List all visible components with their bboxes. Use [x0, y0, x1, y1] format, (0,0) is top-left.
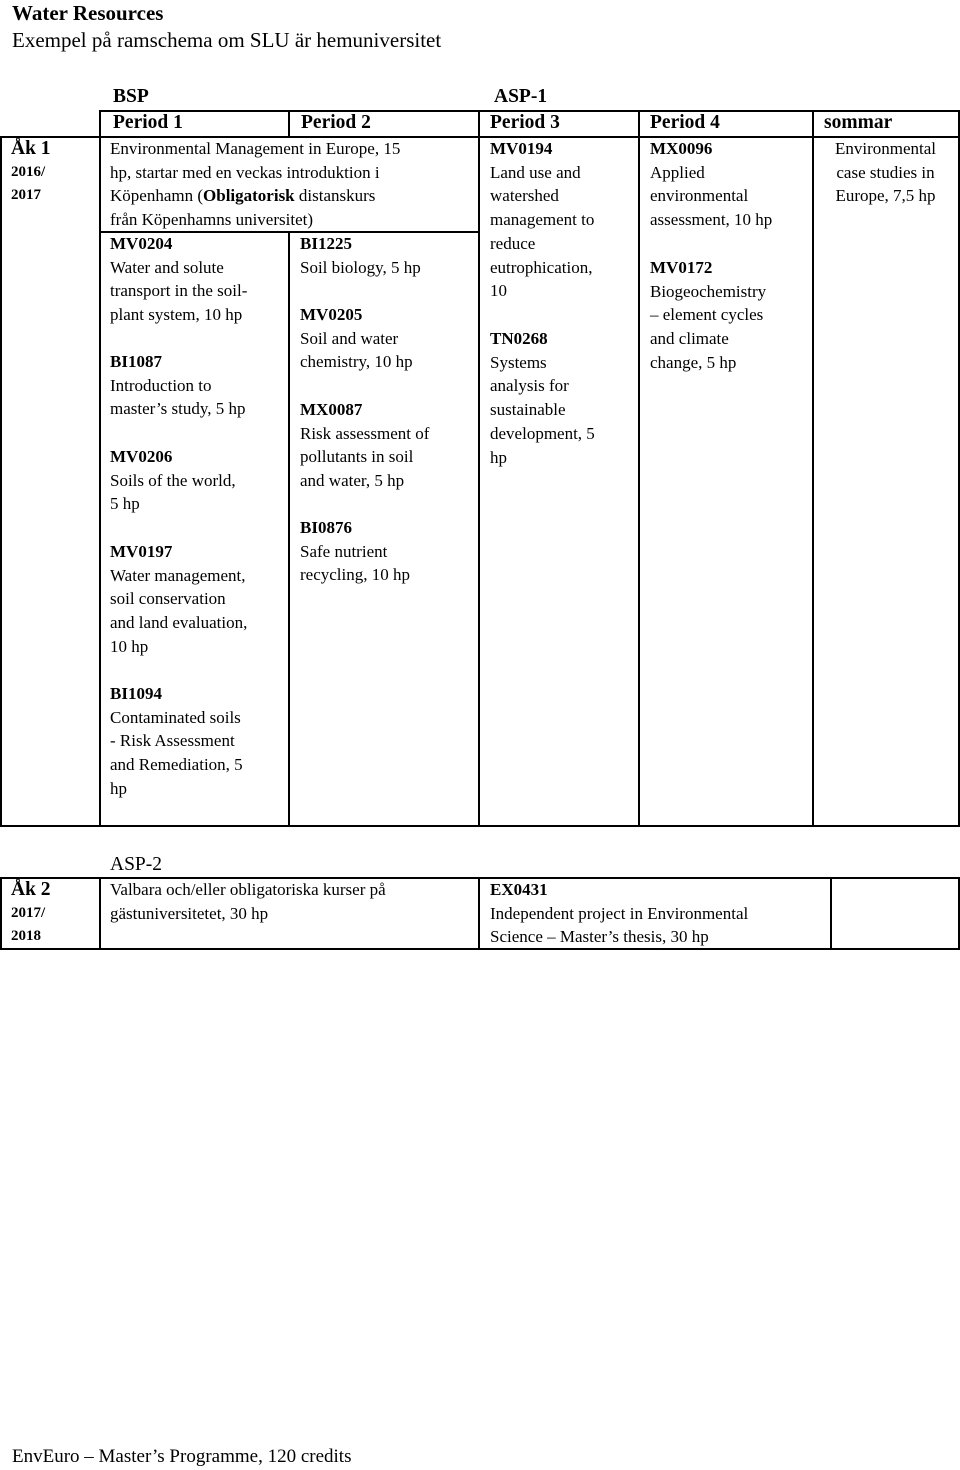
- year2-year-start: 2017/: [11, 905, 46, 921]
- env-mgmt-line: hp, startar med en veckas introduktion i: [110, 162, 380, 182]
- course-desc: and water, 5 hp: [300, 471, 405, 491]
- course-desc: 10: [490, 281, 507, 301]
- course-desc: and land evaluation,: [110, 613, 248, 633]
- course-MV0204: [110, 232, 247, 327]
- course-desc: and climate: [650, 329, 729, 349]
- year2-guest-courses: [110, 878, 386, 925]
- course-desc: chemistry, 10 hp: [300, 352, 413, 372]
- course-MV0194: [490, 137, 594, 303]
- year1-year-start: 2016/: [11, 164, 46, 180]
- env-mgmt-text: distanskurs: [294, 186, 376, 206]
- course-code: MV0194: [490, 139, 553, 158]
- year2-divider-right: [830, 877, 832, 949]
- course-desc: Independent project in Environmental: [490, 903, 749, 923]
- year1-year-end: 2017: [11, 187, 41, 203]
- table-divider-p2: [478, 110, 480, 826]
- course-desc: hp: [490, 447, 507, 467]
- course-desc: transport in the soil-: [110, 281, 248, 301]
- course-desc: Risk assessment of: [300, 423, 430, 443]
- course-desc: eutrophication,: [490, 257, 593, 277]
- course-MV0206: [110, 445, 236, 516]
- year1-label-cell: [11, 137, 51, 207]
- header-period-2: Period 2: [301, 112, 371, 133]
- course-desc: hp: [110, 778, 127, 798]
- table-border-bottom: [0, 825, 960, 827]
- course-desc: management to: [490, 210, 595, 230]
- course-desc: Environmental: [834, 139, 937, 158]
- course-EX0431: [490, 878, 748, 949]
- asp1-header: ASP-1: [494, 86, 548, 107]
- obligatory-label: Obligatorisk: [203, 186, 295, 206]
- course-MX0096: [650, 137, 772, 232]
- bsp-header: BSP: [113, 86, 149, 107]
- course-desc: - Risk Assessment: [110, 731, 235, 751]
- course-desc: watershed: [490, 186, 559, 206]
- table-border-right: [958, 110, 960, 826]
- year2-year-end: 2018: [11, 928, 41, 944]
- year2-label-cell: [11, 878, 51, 948]
- course-MV0197: [110, 540, 247, 659]
- course-desc: Systems: [490, 352, 547, 372]
- course-desc: Soil biology, 5 hp: [300, 257, 421, 277]
- course-desc: master’s study, 5 hp: [110, 399, 246, 419]
- course-desc: development, 5: [490, 423, 595, 443]
- course-code: BI1225: [300, 234, 352, 253]
- course-desc: 5 hp: [110, 494, 140, 514]
- env-mgmt-line: från Köpenhamns universitet): [110, 210, 313, 230]
- year2-border-right: [958, 877, 960, 949]
- env-mgmt-line: Environmental Management in Europe, 15: [110, 139, 401, 158]
- header-period-3: Period 3: [490, 112, 560, 133]
- course-MV0205: [300, 303, 413, 374]
- course-desc: sustainable: [490, 400, 566, 420]
- course-desc: Science – Master’s thesis, 30 hp: [490, 927, 709, 947]
- page-subtitle: Exempel på ramschema om SLU är hemuniversitet: [12, 28, 442, 52]
- course-desc: Valbara och/eller obligatoriska kurser på: [110, 880, 386, 899]
- course-desc: gästuniversitetet, 30 hp: [110, 903, 269, 923]
- course-code: BI0876: [300, 518, 352, 537]
- course-BI0876: [300, 516, 410, 587]
- course-desc: 10 hp: [110, 636, 149, 656]
- year2-divider-mid: [478, 877, 480, 949]
- course-desc: Soil and water: [300, 328, 399, 348]
- course-desc: Land use and: [490, 162, 581, 182]
- course-desc: Introduction to: [110, 375, 212, 395]
- course-desc: reduce: [490, 233, 536, 253]
- course-desc: recycling, 10 hp: [300, 565, 410, 585]
- page-title: Water Resources: [12, 1, 164, 25]
- course-code: MV0204: [110, 234, 173, 253]
- table-divider-p4: [812, 110, 814, 826]
- year2-border-bottom: [0, 948, 960, 950]
- env-mgmt-course: [110, 137, 400, 232]
- year2-divider-year: [99, 877, 101, 949]
- course-code: MV0206: [110, 447, 173, 466]
- course-code: MV0205: [300, 305, 363, 324]
- course-desc: pollutants in soil: [300, 447, 414, 467]
- course-code: EX0431: [490, 880, 548, 899]
- table-border-left: [0, 136, 2, 826]
- course-desc: and Remediation, 5: [110, 755, 243, 775]
- course-desc: soil conservation: [110, 589, 226, 609]
- course-desc: Water management,: [110, 565, 246, 585]
- course-desc: plant system, 10 hp: [110, 305, 243, 325]
- summer-course: [813, 137, 958, 208]
- header-period-1: Period 1: [113, 112, 183, 133]
- page-footer: EnvEuro – Master’s Programme, 120 credits: [12, 1446, 352, 1467]
- year2-border-left: [0, 877, 2, 949]
- course-desc: Applied: [650, 162, 705, 182]
- year1-label: Åk 1: [11, 138, 51, 159]
- env-mgmt-line: [110, 184, 400, 208]
- env-mgmt-text: Köpenhamn (: [110, 186, 204, 206]
- course-desc: Soils of the world,: [110, 470, 236, 490]
- course-MV0172: [650, 256, 766, 375]
- course-desc: Contaminated soils: [110, 707, 241, 727]
- course-desc: – element cycles: [650, 305, 764, 325]
- course-code: MV0172: [650, 258, 713, 277]
- course-desc: change, 5 hp: [650, 352, 737, 372]
- course-code: BI1087: [110, 352, 162, 371]
- course-desc: Water and solute: [110, 257, 224, 277]
- table-divider-year: [99, 110, 101, 826]
- course-code: MX0096: [650, 139, 713, 158]
- course-desc: analysis for: [490, 376, 569, 396]
- table-divider-p1: [288, 231, 290, 826]
- course-code: BI1094: [110, 684, 162, 703]
- course-TN0268: [490, 327, 595, 469]
- course-BI1225: [300, 232, 421, 279]
- table-divider-p3: [638, 110, 640, 826]
- header-summer: sommar: [824, 112, 893, 133]
- course-BI1094: [110, 682, 243, 801]
- asp2-header: ASP-2: [110, 854, 163, 875]
- course-desc: Europe, 7,5 hp: [835, 186, 936, 206]
- course-desc: case studies in: [836, 162, 935, 182]
- course-desc: environmental: [650, 186, 749, 206]
- year2-label: Åk 2: [11, 879, 51, 900]
- course-code: MX0087: [300, 400, 363, 419]
- course-desc: Biogeochemistry: [650, 281, 767, 301]
- course-code: MV0197: [110, 542, 173, 561]
- header-period-4: Period 4: [650, 112, 720, 133]
- course-MX0087: [300, 398, 429, 493]
- course-code: TN0268: [490, 329, 548, 348]
- course-BI1087: [110, 350, 246, 421]
- course-desc: Safe nutrient: [300, 541, 388, 561]
- course-desc: assessment, 10 hp: [650, 210, 773, 230]
- table-divider-p1-head: [288, 110, 290, 137]
